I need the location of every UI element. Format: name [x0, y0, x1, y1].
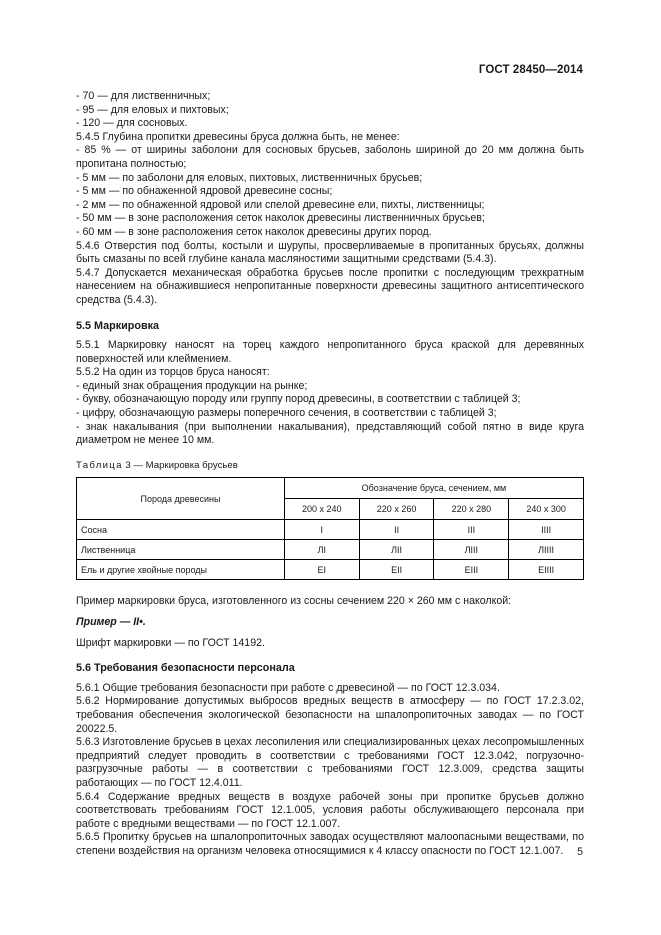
- paragraph: 5.6.5 Пропитку брусьев на шпалопропиточных заводах осуществляют малоопасными веществами, по степени воздействия на организм человека относящимися к 4 классу опасности по ГОСТ 12.1.007.: [76, 831, 584, 857]
- mark-cell: EIIII: [509, 560, 584, 580]
- paragraph: 5.4.7 Допускается механическая обработка брусьев после пропитки с последующим трехкратным нанесением на обнажившиеся непропитанные поверхности древесины защитного антисептического средства (5.4.3).: [76, 266, 584, 306]
- species-cell: Сосна: [77, 520, 285, 540]
- header-size: 220 x 280: [434, 499, 509, 520]
- list-item: - 95 — для еловых и пихтовых;: [76, 103, 229, 116]
- mark-cell: ЛI: [284, 540, 359, 560]
- paragraph: 5.5.1 Маркировку наносят на торец каждого непропитанного бруса краской для деревянных поверхностей или клеймением.: [76, 339, 584, 365]
- paragraph: 5.6.2 Нормирование допустимых выбросов вредных веществ в атмосферу — по ГОСТ 17.2.3.02, требования обеспечения экологической безопасности на шпалопропиточных заводах — по ГОСТ 20022.5.: [76, 695, 584, 735]
- list-item: - букву, обозначающую породу или группу пород древесины, в соответствии с таблицей 3;: [76, 393, 521, 406]
- table-row: [77, 560, 584, 580]
- header-size: 200 x 240: [284, 499, 359, 520]
- table-row: [77, 520, 584, 540]
- marking-table: [76, 477, 584, 580]
- list-item: - 5 мм — по заболони для еловых, пихтовых, лиственничных брусьев;: [76, 171, 423, 184]
- table-caption-label: Таблица: [76, 459, 123, 471]
- table-caption-text: 3 — Маркировка брусьев: [125, 459, 238, 471]
- list-item: - 70 — для лиственничных;: [76, 90, 211, 102]
- mark-cell: III: [434, 520, 509, 540]
- table-caption: [76, 459, 584, 473]
- header-designation: Обозначение бруса, сечением, мм: [284, 478, 583, 499]
- page-number: 5: [577, 846, 583, 858]
- paragraph: 5.4.6 Отверстия под болты, костыли и шурупы, просверливаемые в пропитанных брусьях, должны быть смазаны по всей глубине канала масляностими защитными средствами (5.4.3).: [76, 239, 584, 266]
- mark-cell: EII: [359, 560, 434, 580]
- document-code: ГОСТ 28450—2014: [478, 64, 583, 76]
- mark-cell: IIII: [509, 520, 584, 540]
- mark-cell: ЛIIII: [509, 540, 584, 560]
- section-heading: 5.6 Требования безопасности персонала: [76, 662, 295, 675]
- mark-cell: I: [284, 520, 359, 540]
- mark-cell: ЛII: [359, 540, 434, 560]
- list-item: - цифру, обозначающую размеры поперечного сечения, в соответствии с таблицей 3;: [76, 407, 497, 420]
- mark-cell: II: [359, 520, 434, 540]
- list-item: - знак накалывания (при выполнении накалывания), представляющий собой пятно в виде круга диаметром не менее 10 мм.: [76, 420, 584, 447]
- paragraph: Шрифт маркировки — по ГОСТ 14192.: [76, 636, 265, 649]
- list-item: - 60 мм — в зоне расположения сеток наколок древесины других пород.: [76, 225, 432, 238]
- species-cell: Ель и другие хвойные породы: [77, 560, 285, 580]
- list-item: - 50 мм — в зоне расположения сеток наколок древесины лиственничных брусьев;: [76, 212, 485, 225]
- section-heading: 5.5 Маркировка: [76, 319, 160, 332]
- header-species: Порода древесины: [77, 478, 285, 520]
- mark-cell: EIII: [434, 560, 509, 580]
- header-size: 220 x 260: [359, 499, 434, 520]
- header-size: 240 x 300: [509, 499, 584, 520]
- mark-cell: EI: [284, 560, 359, 580]
- paragraph: 5.5.2 На один из торцов бруса наносят:: [76, 366, 270, 379]
- list-item: - 2 мм — по обнаженной ядровой или спелой древесине ели, пихты, лиственницы;: [76, 198, 485, 211]
- species-cell: Лиственница: [77, 540, 285, 560]
- body-text: [76, 90, 584, 859]
- list-item: - единый знак обращения продукции на рынке;: [76, 379, 308, 392]
- paragraph: 5.4.5 Глубина пропитки древесины бруса должна быть, не менее:: [76, 130, 400, 143]
- list-item: - 120 — для сосновых.: [76, 117, 188, 130]
- list-item: - 5 мм — по обнаженной ядровой древесине сосны;: [76, 185, 333, 198]
- paragraph: Пример маркировки бруса, изготовленного из сосны сечением 220 × 260 мм с наколкой:: [76, 595, 512, 608]
- mark-cell: ЛIII: [434, 540, 509, 560]
- table-header-row: [77, 478, 584, 499]
- paragraph: 5.6.3 Изготовление брусьев в цехах лесопиления или специализированных цехах лесопромышленных предприятий следует проводить в соответствии с требованиями ГОСТ 12.3.042, погрузочно-разгрузочные работы — в соответствии с требованиями ГОСТ 12.3.009, средства защиты работающих — по ГОСТ 12.4.011.: [76, 736, 584, 789]
- paragraph: 5.6.4 Содержание вредных веществ в воздухе рабочей зоны при пропитке брусьев должно соответствовать требованиям ГОСТ 12.1.005, условия работы обслуживающего персонала при работе с вредными веществами — по ГОСТ 12.1.007.: [76, 790, 584, 830]
- table-row: [77, 540, 584, 560]
- list-item: - 85 % — от ширины заболони для сосновых брусьев, заболонь шириной до 20 мм должна быть пропитана полностью;: [76, 144, 584, 170]
- example-text: Пример — II•.: [76, 616, 146, 629]
- paragraph: 5.6.1 Общие требования безопасности при работе с древесиной — по ГОСТ 12.3.034.: [76, 681, 500, 694]
